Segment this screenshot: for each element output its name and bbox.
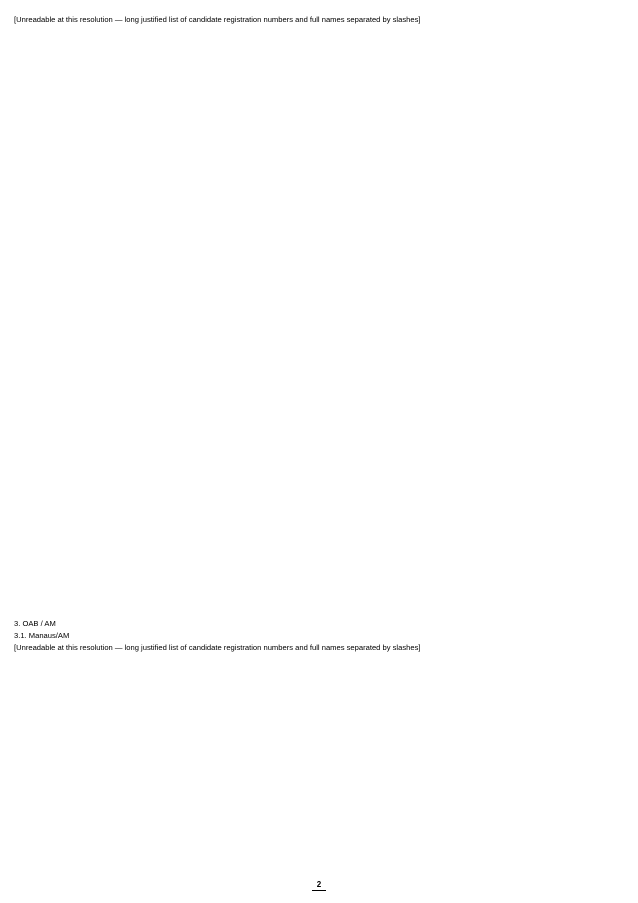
page-number: 2 <box>316 880 322 889</box>
candidate-listing: [Unreadable at this resolution — long justified list of candidate registration numbers and full names separated by slashes] <box>14 15 421 24</box>
page-number-block <box>0 880 638 891</box>
candidate-listing-manaus: [Unreadable at this resolution — long justified list of candidate registration numbers and full names separated by slashes] <box>14 643 421 653</box>
subsection-heading: 3.1. Manaus/AM <box>14 631 70 641</box>
section-heading: 3. OAB / AM <box>14 619 56 628</box>
page-number-underline <box>312 890 326 891</box>
